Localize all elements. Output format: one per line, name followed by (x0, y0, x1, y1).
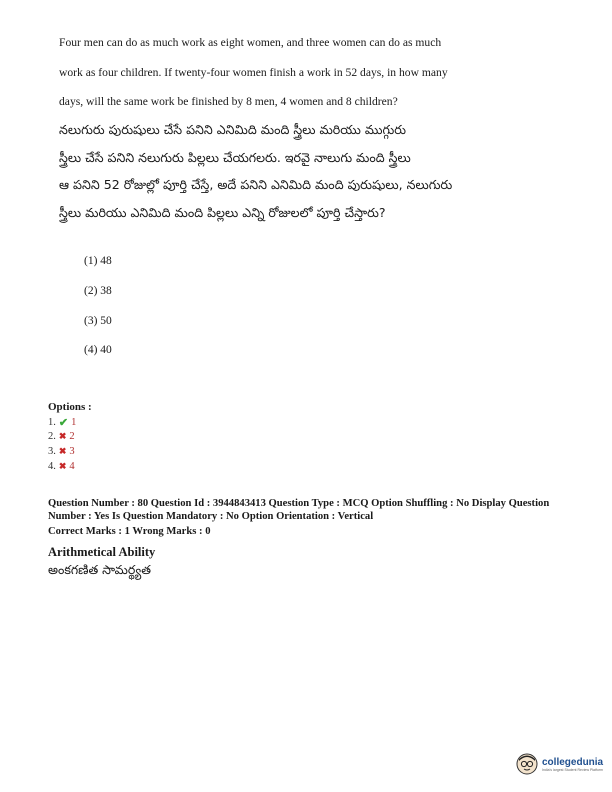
answer-choice (48, 416, 76, 429)
answer-choice (48, 431, 75, 442)
mascot-icon (516, 753, 538, 775)
answer-value: 3 (69, 446, 75, 457)
brand-logo (516, 753, 603, 775)
question-line-telugu: ఆ పనిని 52 రోజుల్లో పూర్తి చేస్తే, అదే పనిని ఎనిమిది మంది పురుషులు, నలుగురు (59, 177, 453, 192)
question-meta-line: Question Number : 80 Question Id : 3944843413 Question Type : MCQ Option Shuffling : No Display Question (48, 498, 550, 509)
question-meta-line: Number : Yes Is Question Mandatory : No Option Orientation : Vertical (48, 511, 374, 522)
check-icon: ✔ (58, 417, 69, 429)
brand-name: collegedunia (542, 756, 604, 768)
cross-icon: ✖ (58, 431, 67, 441)
question-line: Four men can do as much work as eight women, and three women can do as much (59, 36, 442, 49)
question-line-telugu: స్త్రీలు మరియు ఎనిమిది మంది పిల్లలు ఎన్ని రోజులలో పూర్తి చేస్తారు? (59, 205, 386, 220)
answer-number: 3. (48, 446, 56, 457)
answer-number: 1. (48, 417, 56, 428)
question-line: days, will the same work be finished by 8 men, 4 women and 8 children? (59, 95, 398, 108)
answer-value: 2 (69, 431, 75, 442)
answer-value: 4 (69, 461, 75, 472)
marks-line: Correct Marks : 1 Wrong Marks : 0 (48, 526, 211, 537)
brand-tagline: India's largest Student Review Platform (542, 767, 603, 772)
answer-choice (48, 461, 75, 472)
option-1: (1) 48 (84, 255, 112, 267)
option-4: (4) 40 (84, 344, 112, 356)
cross-icon: ✖ (58, 461, 67, 471)
option-3: (3) 50 (84, 315, 112, 327)
cross-icon: ✖ (58, 446, 67, 456)
answer-number: 4. (48, 461, 56, 472)
answer-value: 1 (71, 417, 77, 428)
answer-choice (48, 446, 75, 457)
section-title-telugu: అంకగణిత సామర్థ్యత (48, 562, 151, 577)
option-2: (2) 38 (84, 285, 112, 297)
options-heading: Options : (48, 401, 92, 413)
question-line-telugu: నలుగురు పురుషులు చేసే పనిని ఎనిమిది మంది స్త్రీలు మరియు ముగ్గురు (59, 122, 407, 137)
question-line-telugu: స్త్రీలు చేసే పనిని నలుగురు పిల్లలు చేయగలరు. ఇరవై నాలుగు మంది స్త్రీలు (59, 150, 411, 165)
section-title: Arithmetical Ability (48, 545, 156, 559)
answer-number: 2. (48, 431, 56, 442)
question-line: work as four children. If twenty-four women finish a work in 52 days, in how many (59, 66, 448, 79)
